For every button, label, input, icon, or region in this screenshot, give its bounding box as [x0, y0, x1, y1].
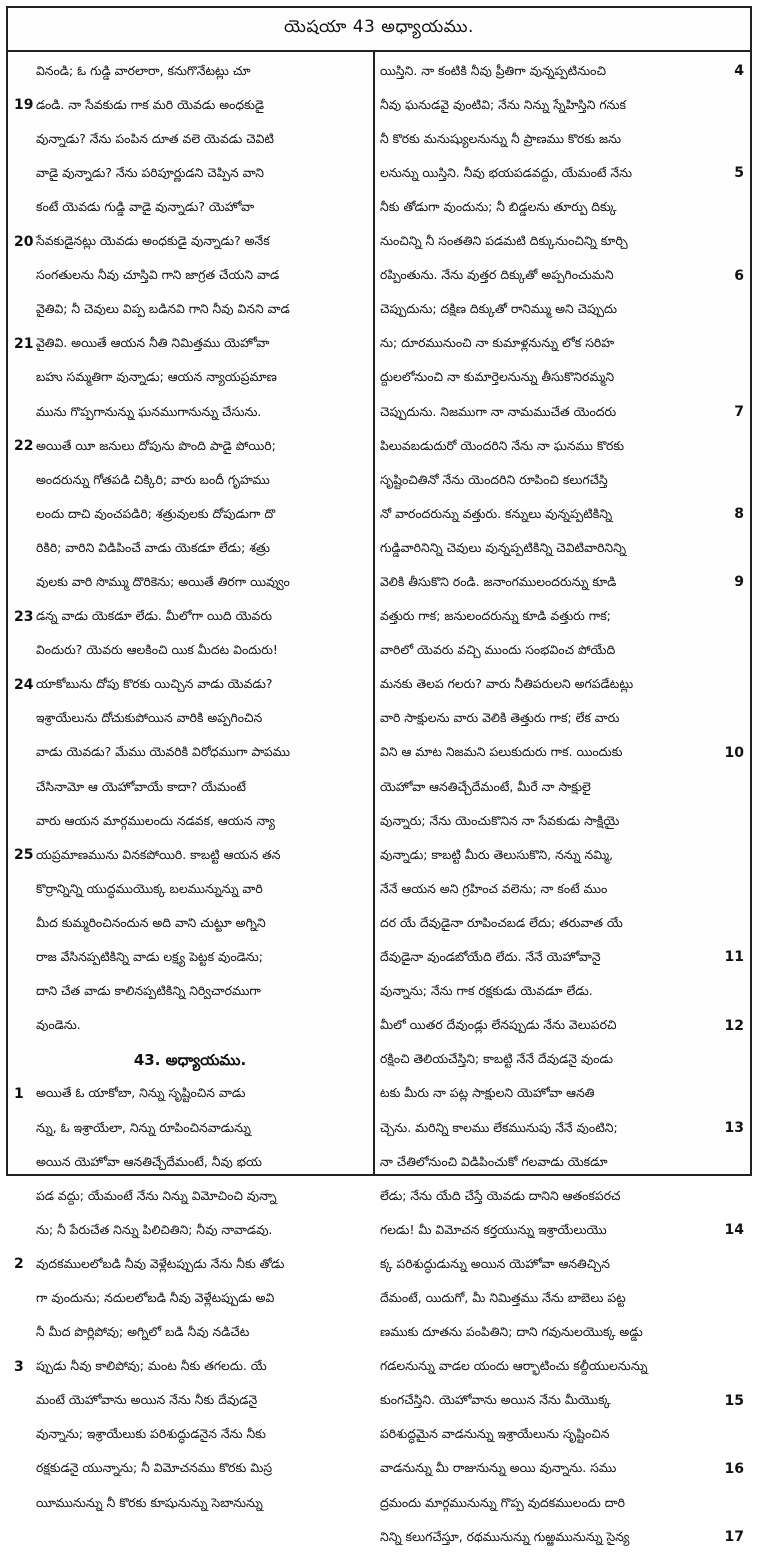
line-text: అందరున్ను గోతపడి చిక్కిరి; వారు బందీ గృహము [36, 471, 270, 487]
text-line [14, 1247, 366, 1281]
line-text: టకు మీరు నా పట్ల సాక్షులని యెహోవా ఆనతి [380, 1085, 595, 1101]
text-line [380, 1418, 744, 1452]
text-line [14, 1111, 366, 1145]
text-line [380, 906, 744, 940]
verse-number: 9 [734, 574, 744, 591]
verse-number: 2 [14, 1256, 24, 1273]
chapter-heading [14, 1043, 366, 1077]
line-text: యాకోబును దోపు కొరకు యిచ్చిన వాడు యెవడు? [36, 676, 273, 692]
line-text: అయితే యీ జనులు దోపును పొంది పాడై పోయిరి; [36, 437, 276, 453]
verse-number: 25 [14, 847, 34, 864]
line-text: నీకు తోడుగా వుందును; నీ బిడ్డలను తూర్పు దిక్కు [380, 198, 617, 214]
text-line [380, 327, 744, 361]
text-line [380, 940, 744, 974]
verse-number: 11 [724, 949, 744, 966]
text-line [380, 600, 744, 634]
verse-number: 14 [724, 1222, 744, 1239]
text-line [380, 668, 744, 702]
line-text: వులకు వారి సొమ్ము దొరికెను; అయితే తిరగా యివ్వుం [36, 574, 290, 590]
text-line [380, 1486, 744, 1520]
text-line [14, 293, 366, 327]
text-line [14, 1315, 366, 1349]
text-line [14, 327, 366, 361]
verse-number: 17 [724, 1529, 744, 1546]
line-text: లేడు; నేను యేది చేస్తే యెవడు దానిని ఆతంకపరచ [380, 1187, 621, 1203]
line-text: న్ను, ఓ ఇశ్రాయేలా, నిన్ను రూపించినవాడున్ను [36, 1119, 251, 1135]
text-line [14, 429, 366, 463]
text-line [14, 600, 366, 634]
chapter-title: యెషయా 43 అధ్యాయము. [284, 17, 474, 37]
text-line [380, 1077, 744, 1111]
line-text: రప్పింతును. నేను వుత్తర దిక్కుతో అప్పగించుమని [380, 267, 614, 283]
line-text: మీద కుమ్మరించినందున అది వాని చుట్టూ అగ్నిని [36, 914, 266, 930]
text-line [380, 429, 744, 463]
line-text: అయిన యెహోవా ఆనతిచ్చేదేమంటే, నీవు భయ [36, 1153, 262, 1169]
line-text: ప్పుడు నీవు కాలిపోవు; మంట నీకు తగలదు. యే [36, 1358, 267, 1374]
text-line [14, 1281, 366, 1315]
line-text: రక్షకుడనై యున్నాను; నీ విమోచనము కొరకు మిస్ర [36, 1460, 273, 1476]
text-line [380, 872, 744, 906]
line-text: యప్రమాణమును వినకపోయిరి. కాబట్టి ఆయన తన [36, 846, 281, 862]
line-text: నీ కొరకు మనుష్యులనున్ను నీ ప్రాణము కొరకు జను [380, 130, 622, 146]
text-line [380, 259, 744, 293]
text-line [14, 1384, 366, 1418]
line-text: కంటే యెవడు గుడ్డి వాడై వున్నాడు? యెహోవా [36, 198, 255, 214]
line-text: డండి. నా సేవకుడు గాక మరి యెవడు అంధకుడై [36, 96, 265, 112]
text-line [380, 1145, 744, 1179]
line-text: దేమంటే, యిదుగో, మీ నిమిత్తము నేను బాబెలు పట్ట [380, 1289, 626, 1305]
line-text: వాడు యెవడు? మేము యెవరికి విరోధముగా పాపము [36, 744, 291, 760]
line-text: వారు ఆయన మార్గములందు నడవక, ఆయన న్యా [36, 812, 275, 828]
line-text: లందు దాచి వుంచపడిరి; శత్రువులకు దోపుడుగా దొ [36, 505, 276, 521]
verse-number: 6 [734, 267, 744, 284]
line-text: గుడ్డివారినిన్ని చెవులు వున్నప్పటికిన్ని చెవిటివారినిన్ని [380, 539, 627, 555]
text-line [380, 1520, 744, 1554]
line-text: యిస్తిని. నా కంటికి నీవు ప్రీతిగా వున్నప్పటినుంచి [380, 62, 606, 78]
line-text: వైతివి; నీ చెవులు విప్ప బడినవి గాని నీవు వినని వాడ [36, 301, 290, 317]
text-line [14, 1145, 366, 1179]
text-line [380, 1247, 744, 1281]
text-line [380, 1111, 744, 1145]
right-column [380, 54, 744, 1546]
text-line [380, 531, 744, 565]
text-line [380, 838, 744, 872]
text-line [14, 804, 366, 838]
line-text: నేనే ఆయన అని గ్రహించ వలెను; నా కంటే ముం [380, 880, 608, 896]
text-line [380, 1213, 744, 1247]
text-line [14, 497, 366, 531]
verse-number: 8 [734, 506, 744, 523]
verse-number: 21 [14, 335, 34, 352]
line-text: గలడు! మీ విమోచన కర్తయున్ను ఇశ్రాయేలుయొ [380, 1221, 607, 1237]
text-line [14, 224, 366, 258]
line-text: వెలికి తీసుకొని రండి. జనాంగములందరున్ను కూడి [380, 574, 617, 590]
text-line [380, 54, 744, 88]
verse-number: 10 [724, 744, 744, 761]
text-line [380, 463, 744, 497]
verse-number: 16 [724, 1460, 744, 1477]
line-text: ను; దూరమునుంచి నా కుమాళ్లనున్ను లోక సరిహ [380, 335, 615, 351]
line-text: రక్షించి తెలియచేస్తిని; కాబట్టి నేనే దేవుడనై వుండు [380, 1051, 614, 1067]
text-line [14, 940, 366, 974]
line-text: విందురు? యెవరు ఆలకించి యిక మీదట విందురు! [36, 642, 278, 658]
line-text: వున్నాడు; కాబట్టి మీరు తెలుసుకొని, నన్ను నమ్మి, [380, 846, 614, 862]
text-line [380, 702, 744, 736]
line-text: చెప్పుదును; దక్షిణ దిక్కుతో రానిమ్ము అని చెప్పుదు [380, 301, 618, 317]
line-text: వినండి; ఓ గుడ్డి వారలారా, కనుగొనేటట్లు చూ [36, 62, 251, 78]
line-text: పడ వద్దు; యేమంటే నేను నిన్ను విమోచించి వున్నా [36, 1187, 277, 1203]
text-line [14, 395, 366, 429]
line-text: యెహోవా ఆనతిచ్చేదేమంటే, మీరే నా సాక్షులై [380, 778, 591, 794]
line-text: వున్నారు; నేను యెంచుకొనిన నా సేవకుడు సాక్షియై [380, 812, 620, 828]
text-line [14, 565, 366, 599]
line-text: మనకు తెలప గలరు? వారు నీతిపరులని అగపడేటట్లు [380, 676, 634, 692]
text-line [380, 361, 744, 395]
verse-number: 19 [14, 97, 34, 114]
line-text: అయితే ఓ యాకోబా, నిన్ను సృష్టించిన వాడు [36, 1085, 246, 1101]
text-line [380, 1350, 744, 1384]
line-text: కుంగచేస్తిని. యెహోవాను అయిన నేను మీయొక్క [380, 1392, 611, 1408]
line-text: చ్చెను. మరిన్ని కాలము లేకమునుపు నేనే వుంటిని; [380, 1119, 618, 1135]
line-text: చేసినామో ఆ యెహోవాయే కాదా? యేమంటే [36, 778, 246, 794]
verse-number: 13 [724, 1119, 744, 1136]
text-line [14, 1486, 366, 1520]
line-text: చెప్పుదును. నిజముగా నా నామముచేత యెందరు [380, 403, 617, 419]
text-line [14, 634, 366, 668]
text-line [380, 1384, 744, 1418]
line-text: వుదకములలోబడి నీవు వెళ్లేటప్పుడు నేను నీకు తోడు [36, 1255, 285, 1271]
text-line [14, 122, 366, 156]
text-line [380, 804, 744, 838]
line-text: దాని చేత వాడు కాలినప్పటికిన్ని నిర్విచారముగా [36, 983, 261, 999]
text-line [380, 497, 744, 531]
text-line [14, 1350, 366, 1384]
text-line [14, 838, 366, 872]
text-line [14, 872, 366, 906]
verse-number: 22 [14, 438, 34, 455]
text-line [14, 702, 366, 736]
text-line [380, 736, 744, 770]
text-line [14, 361, 366, 395]
line-text: యీమునున్ను నీ కొరకు కూషునున్ను సెబానున్ను [36, 1494, 263, 1510]
line-text: పిలువబడుదురో యెందరిని నేను నా ఘనము కొరకు [380, 437, 625, 453]
verse-number: 15 [724, 1392, 744, 1409]
line-text: నీ మీద పొర్లిపోవు; అగ్నిలో బడి నీవు నడిచేట [36, 1324, 250, 1340]
line-text: పరిశుద్ధమైన వాడనున్ను ఇశ్రాయేలును సృష్టించిన [380, 1426, 610, 1442]
line-text: వైతివి. అయితే ఆయన నీతి నిమిత్తము యెహోవా [36, 335, 270, 351]
line-text: రికిరి; వారిని విడిపించే వాడు యెకడూ లేడు; శత్రు [36, 539, 270, 555]
line-text: మును గొప్పగానున్ను ఘనముగానున్ను చేసును. [36, 403, 262, 419]
text-line [14, 156, 366, 190]
text-line [14, 1179, 366, 1213]
text-line [380, 1043, 744, 1077]
verse-number: 5 [734, 165, 744, 182]
line-text: నీవు ఘనుడవై వుంటివి; నేను నిన్ను స్నేహిస్తిని గనుక [380, 96, 627, 112]
line-text: నా చేతిలోనుంచి విడిపించుకో గలవాడు యెకడూ [380, 1153, 608, 1169]
text-line [380, 190, 744, 224]
line-text: దర యే దేవుడైనా రూపించబడ లేదు; తరువాత యే [380, 914, 623, 930]
column-divider [373, 50, 375, 1174]
text-line [14, 190, 366, 224]
line-text: నుంచిన్ని నీ సంతతిని పడమటి దిక్కునుంచిన్ని కూర్చి [380, 233, 628, 249]
verse-number: 24 [14, 676, 34, 693]
verse-number: 3 [14, 1358, 24, 1375]
verse-number: 1 [14, 1085, 24, 1102]
line-text: వున్నాను; ఇశ్రాయేలుకు పరిశుద్ధుడనైన నేను నీకు [36, 1426, 266, 1442]
line-text: ఇశ్రాయేలును దోచుకుపోయిన వారికి అప్పగించిన [36, 710, 263, 726]
text-line [380, 770, 744, 804]
text-line [14, 668, 366, 702]
text-line [380, 293, 744, 327]
chapter-heading-text: 43. అధ్యాయము. [133, 1050, 247, 1069]
text-line [380, 1452, 744, 1486]
text-line [380, 565, 744, 599]
line-text: సేవకుడైనట్లు యెవడు అంధకుడై వున్నాడు? అనేక [36, 233, 270, 249]
line-text: దేవుడైనా వుండబోయేది లేదు. నేనే యెహోవానై [380, 949, 601, 965]
text-line [14, 463, 366, 497]
line-text: లనున్ను యిస్తిని. నీవు భయపడవద్దు, యేమంటే నేను [380, 164, 633, 180]
line-text: వాడనున్ను మీ రాజునున్ను అయి వున్నాను. సము [380, 1460, 617, 1476]
line-text: ద్రమందు మార్గమునున్ను గొప్ప వుదకములందు దారి [380, 1494, 625, 1510]
line-text: వున్నాడు? నేను పంపిన దూత వలె యెవడు చెవిటి [36, 130, 274, 146]
text-line [380, 88, 744, 122]
text-line [380, 1315, 744, 1349]
line-text: మీలో యితర దేవుండ్లు లేనప్పుడు నేను వెలుపరచి [380, 1017, 617, 1033]
text-line [14, 1452, 366, 1486]
text-line [14, 259, 366, 293]
line-text: రాజ వేసినప్పటికిన్ని వాడు లక్ష్య పెట్టక వుండెను; [36, 949, 263, 965]
verse-number: 20 [14, 233, 34, 250]
line-text: క్క పరిశుద్ధుడున్ను అయిన యెహోవా ఆనతిచ్చిన [380, 1255, 610, 1271]
text-line [380, 1179, 744, 1213]
text-line [380, 1009, 744, 1043]
text-line [380, 224, 744, 258]
line-text: విని ఆ మాట నిజమని పలుకుదురు గాక. యిందుకు [380, 744, 623, 760]
text-line [14, 531, 366, 565]
scripture-page [6, 6, 752, 1546]
line-text: వారిలో యెవరు వచ్చి ముందు సంభవించ పోయేది [380, 642, 616, 658]
text-line [14, 1077, 366, 1111]
verse-number: 23 [14, 608, 34, 625]
text-line [14, 54, 366, 88]
line-text: వాడై వున్నాడు? నేను పరిపూర్ణుడని చెప్పిన వాని [36, 164, 264, 180]
line-text: ను; నీ పేరుచేత నిన్ను పిలిచితిని; నీవు నావాడవు. [36, 1221, 273, 1237]
line-text: గా వుందును; నదులలోబడి నీవు వెళ్లేటప్పుడు అవి [36, 1289, 275, 1305]
text-line [380, 156, 744, 190]
text-line [14, 1009, 366, 1043]
line-text: సృష్టించితినో నేను యెందరిని రూపించి కలుగచేస్తి [380, 471, 608, 487]
text-line [380, 395, 744, 429]
text-line [14, 1213, 366, 1247]
line-text: గడలనున్ను వాడల యందు ఆర్భాటించు కల్దీయులనున్ను [380, 1358, 648, 1374]
text-line [14, 975, 366, 1009]
line-text: ద్దులలోనుంచి నా కుమార్తెలనున్ను తీసుకొనిరమ్మని [380, 369, 615, 385]
line-text: వారి సాక్షులను వారు వెలికి తెత్తురు గాక; లేక వారు [380, 710, 620, 726]
line-text: కొర్రాన్నిన్ని యుద్ధముయొక్క బలమున్నున్ను వారి [36, 880, 263, 896]
verse-number: 4 [734, 63, 744, 80]
page-header [8, 8, 750, 52]
line-text: మంటే యెహోవాను అయిన నేను నీకు దేవుడనై [36, 1392, 258, 1408]
line-text: వున్నాను; నేను గాక రక్షకుడు యెవడూ లేడు. [380, 983, 593, 999]
text-line [14, 770, 366, 804]
verse-number: 12 [724, 1017, 744, 1034]
verse-number: 7 [734, 403, 744, 420]
line-text: డన్న వాడు యెకడూ లేడు. మీలోగా యిది యెవరు [36, 608, 272, 624]
line-text: బహు సమ్మతిగా వున్నాడు; ఆయన న్యాయప్రమాణ [36, 369, 277, 385]
line-text: వత్తురు గాక; జనులందరున్ను కూడి వత్తురు గాక; [380, 608, 611, 624]
line-text: ణముకు దూతను పంపితిని; దాని గవునులయొక్క అడ్డు [380, 1324, 643, 1340]
text-line [14, 88, 366, 122]
text-line [14, 906, 366, 940]
text-line [14, 1418, 366, 1452]
left-column [14, 54, 366, 1510]
text-line [380, 1281, 744, 1315]
line-text: నిన్ని కలుగచేస్తూ, రథమునున్ను గుఱ్ఱమునున్ను సైన్య [380, 1528, 630, 1544]
line-text: నో వారందరున్ను వత్తురు. కన్నులు వున్నప్పటికిన్ని [380, 505, 613, 521]
line-text: సంగతులను నీవు చూస్తివి గాని జాగ్రత చేయని వాడ [36, 267, 280, 283]
text-line [380, 634, 744, 668]
text-line [14, 736, 366, 770]
line-text: వుండెను. [36, 1017, 81, 1033]
text-line [380, 975, 744, 1009]
text-line [380, 122, 744, 156]
